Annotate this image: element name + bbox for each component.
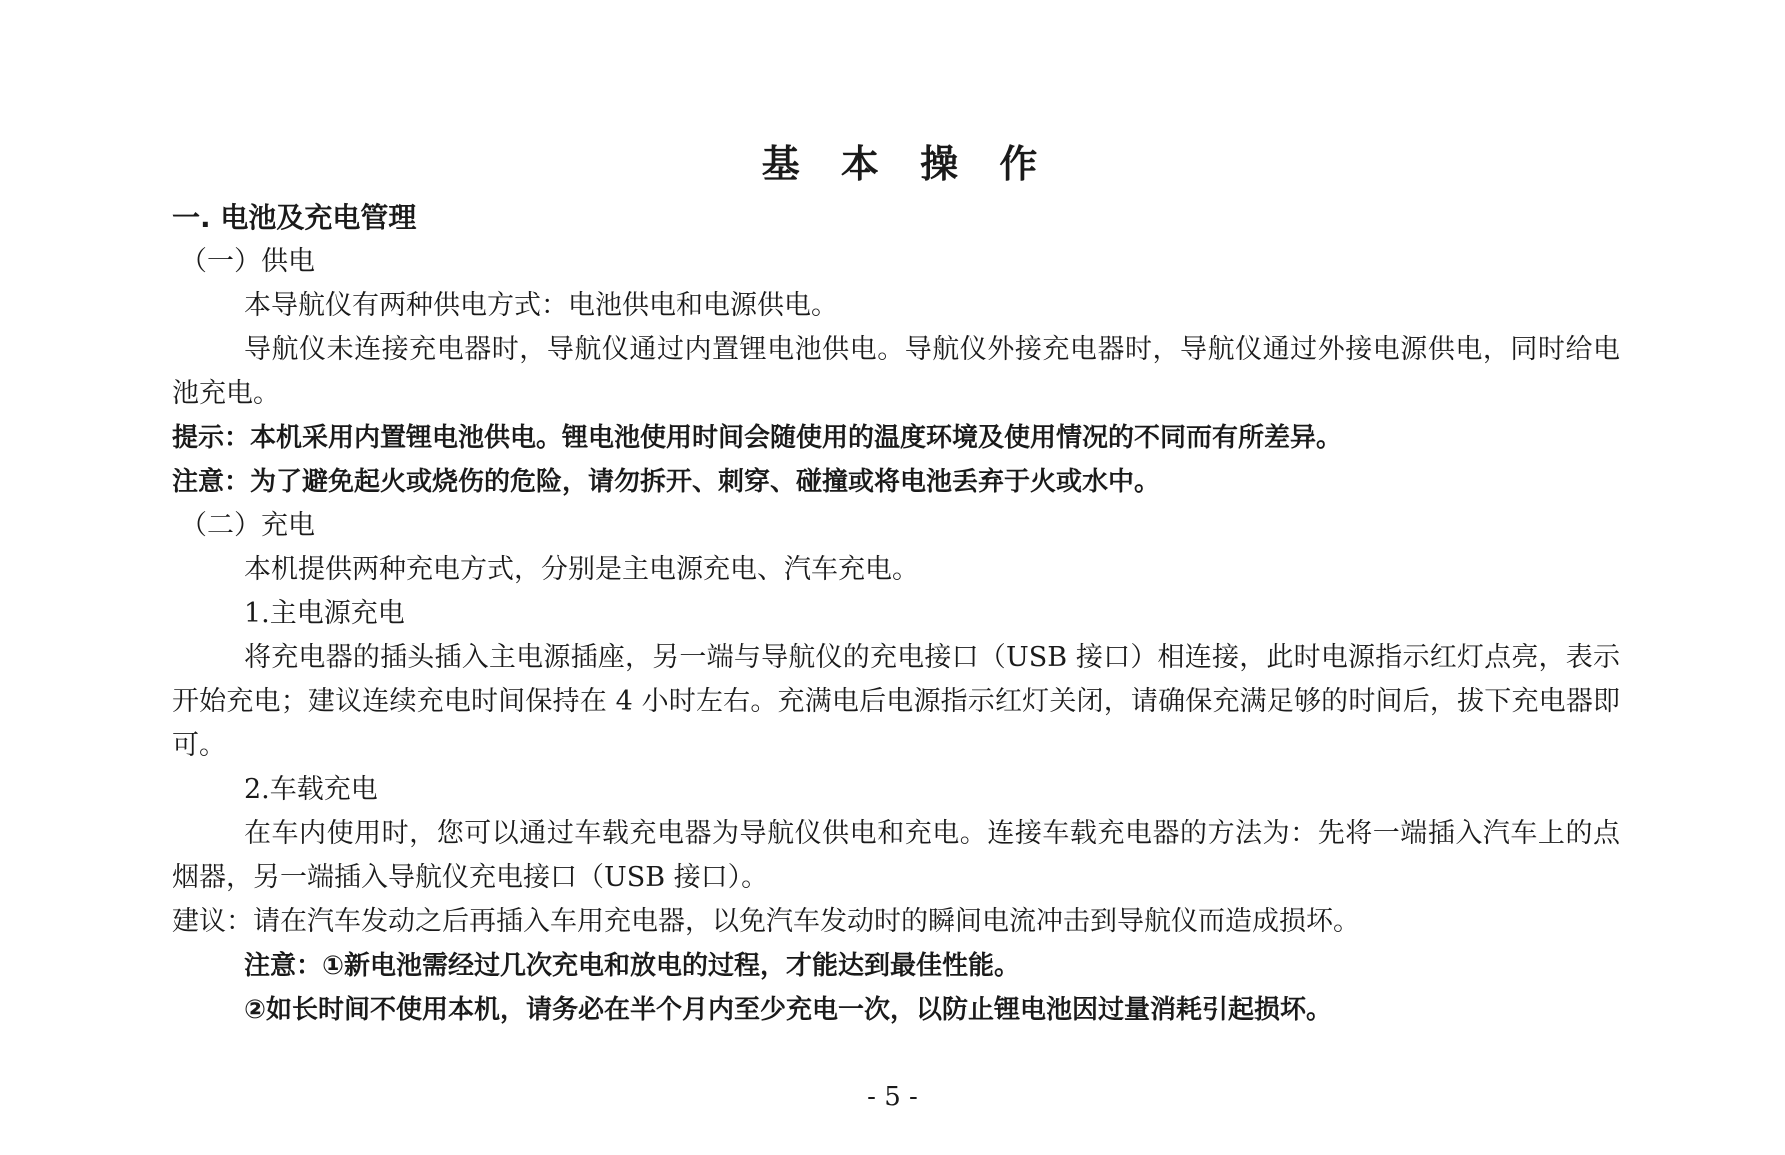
- item-heading-mains-charging: 1.主电源充电: [244, 598, 405, 629]
- note-text-2: ②如长时间不使用本机，请务必在半个月内至少充电一次，以防止锂电池因过量消耗引起损坏。: [244, 995, 1333, 1025]
- paragraph-power-modes: 本导航仪有两种供电方式：电池供电和电源供电。: [244, 290, 838, 321]
- tip-text: 提示：本机采用内置锂电池供电。锂电池使用时间会随使用的温度环境及使用情况的不同而有所差异。: [172, 423, 1343, 453]
- paragraph-car-charging: 在车内使用时，您可以通过车载充电器为导航仪供电和充电。连接车载充电器的方法为：先将一端插入汽车上的点烟器，另一端插入导航仪充电接口（USB 接口）。: [172, 818, 1620, 893]
- paragraph-mains-charging: 将充电器的插头插入主电源插座，另一端与导航仪的充电接口（USB 接口）相连接，此时电源指示红灯点亮，表示开始充电；建议连续充电时间保持在 4 小时左右。充满电后电源指示红灯关闭，请确保充满足够的时间后，拔下充电器即可。: [172, 642, 1620, 761]
- note-text-1: 注意：①新电池需经过几次充电和放电的过程，才能达到最佳性能。: [244, 951, 1021, 981]
- page-title: 基 本 操 作: [761, 142, 1052, 186]
- subsection-heading-power-supply: （一）供电: [180, 246, 315, 277]
- paragraph-charging-modes: 本机提供两种充电方式，分别是主电源充电、汽车充电。: [244, 554, 919, 585]
- subsection-heading-charging: （二）充电: [180, 510, 315, 541]
- warning-text: 注意：为了避免起火或烧伤的危险，请勿拆开、刺穿、碰撞或将电池丢弃于火或水中。: [172, 467, 1161, 497]
- section-heading: 一. 电池及充电管理: [172, 201, 417, 234]
- page-number: - 5 -: [867, 1082, 918, 1112]
- paragraph-power-details: 导航仪未连接充电器时，导航仪通过内置锂电池供电。导航仪外接充电器时，导航仪通过外接电源供电，同时给电池充电。: [172, 334, 1620, 409]
- item-heading-car-charging: 2.车载充电: [244, 774, 378, 805]
- document-body: [172, 196, 1620, 1032]
- suggestion-text: 建议：请在汽车发动之后再插入车用充电器，以免汽车发动时的瞬间电流冲击到导航仪而造成损坏。: [172, 906, 1360, 937]
